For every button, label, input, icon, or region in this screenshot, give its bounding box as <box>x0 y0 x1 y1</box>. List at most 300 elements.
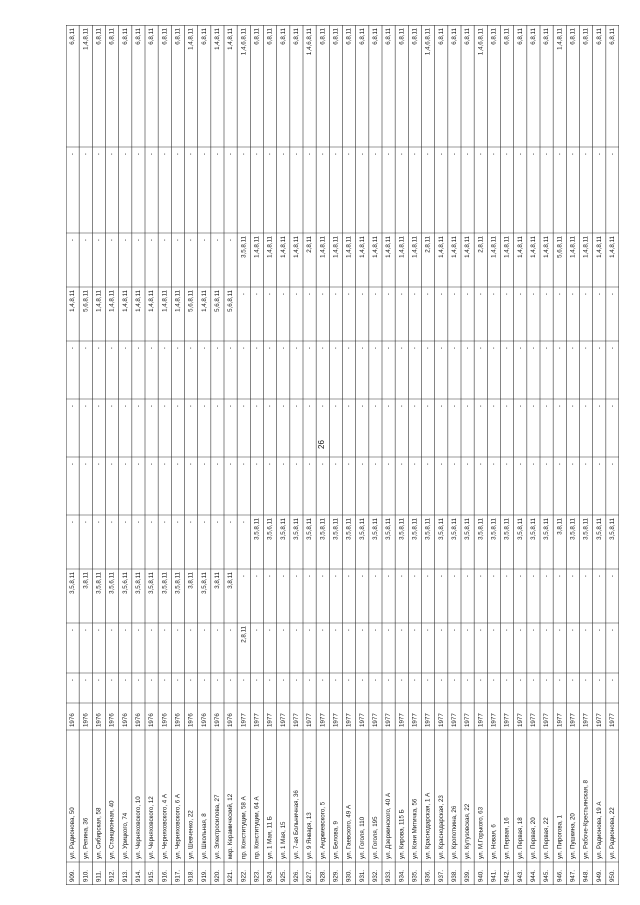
cell-dash: - <box>227 153 235 156</box>
street-address: ул. Анджиевского, 5 <box>319 801 327 859</box>
cell-dash: - <box>503 679 511 682</box>
cell-value: 6,8,11 <box>95 28 103 45</box>
cell-value: 3,5,8,11 <box>148 572 156 594</box>
cell-value: 3,5,8,11 <box>358 518 366 540</box>
cell-dash: - <box>319 293 327 296</box>
cell-value: 6,8,11 <box>121 28 129 45</box>
cell-dash: - <box>385 405 393 408</box>
cell-dash: - <box>214 463 222 466</box>
construction-year: 1976 <box>200 713 208 727</box>
cell-value: 3,5,8,11 <box>530 518 538 540</box>
register-table <box>66 25 619 885</box>
cell-dash: - <box>135 239 143 242</box>
row-number: 929. <box>332 869 340 882</box>
cell-dash: - <box>490 679 498 682</box>
construction-year: 1977 <box>609 713 617 727</box>
construction-year: 1976 <box>187 713 195 727</box>
cell-value: 2,8,11 <box>424 236 432 253</box>
street-address: ул. М.Горького, 63 <box>477 806 485 859</box>
cell-dash: - <box>451 153 459 156</box>
cell-dash: - <box>161 629 169 632</box>
street-address: ул. Радионова, 50 <box>69 807 77 859</box>
cell-dash: - <box>266 463 274 466</box>
cell-dash: - <box>319 575 327 578</box>
cell-dash: - <box>490 153 498 156</box>
cell-dash: - <box>200 521 208 524</box>
row-number: 921. <box>227 869 235 882</box>
cell-dash: - <box>319 629 327 632</box>
cell-dash: - <box>451 405 459 408</box>
cell-value: 3,5,8,11 <box>516 518 524 540</box>
cell-value: 1,4,8,11 <box>148 290 156 312</box>
cell-value: 3,5,8,11 <box>490 518 498 540</box>
cell-value: 6,8,11 <box>293 28 301 45</box>
row-number: 914. <box>135 869 143 882</box>
cell-dash: - <box>121 153 129 156</box>
cell-dash: - <box>121 463 129 466</box>
cell-dash: - <box>358 347 366 350</box>
cell-dash: - <box>595 405 603 408</box>
cell-dash: - <box>95 679 103 682</box>
row-number: 935. <box>411 869 419 882</box>
cell-dash: - <box>240 405 248 408</box>
cell-value: 1,4,8,11 <box>161 290 169 312</box>
cell-dash: - <box>530 153 538 156</box>
cell-dash: - <box>200 463 208 466</box>
row-number: 919. <box>200 869 208 882</box>
cell-dash: - <box>516 679 524 682</box>
cell-dash: - <box>398 629 406 632</box>
cell-value: 3,5,6,11 <box>121 572 129 594</box>
cell-value: 6,8,11 <box>69 28 77 45</box>
cell-value: 1,4,8,11 <box>569 235 577 258</box>
cell-dash: - <box>95 463 103 466</box>
row-number: 950. <box>609 869 617 882</box>
cell-value: 6,8,11 <box>437 28 445 45</box>
row-number: 910. <box>82 869 90 882</box>
cell-dash: - <box>293 463 301 466</box>
cell-dash: - <box>306 679 314 682</box>
cell-dash: - <box>306 575 314 578</box>
cell-dash: - <box>174 463 182 466</box>
cell-dash: - <box>556 293 564 296</box>
construction-year: 1977 <box>424 713 432 727</box>
cell-dash: - <box>227 239 235 242</box>
street-address: ул. Пирогова, 1 <box>556 815 564 859</box>
cell-dash: - <box>279 463 287 466</box>
cell-dash: - <box>398 679 406 682</box>
cell-dash: - <box>516 463 524 466</box>
cell-value: 6,8,11 <box>253 28 261 45</box>
cell-value: 5,6,8,11 <box>227 290 235 312</box>
cell-dash: - <box>121 239 129 242</box>
construction-year: 1977 <box>464 713 472 727</box>
cell-dash: - <box>266 575 274 578</box>
cell-dash: - <box>385 293 393 296</box>
street-address: ул. Первая, 20 <box>530 817 538 859</box>
cell-dash: - <box>345 405 353 408</box>
cell-dash: - <box>253 347 261 350</box>
cell-value: 3,5,8,11 <box>253 518 261 540</box>
cell-dash: - <box>437 679 445 682</box>
street-address: ул. Сибирская, 58 <box>95 807 103 859</box>
cell-dash: - <box>437 405 445 408</box>
cell-dash: - <box>424 679 432 682</box>
street-address: ул. Шевченко, 22 <box>187 810 195 859</box>
cell-dash: - <box>477 153 485 156</box>
cell-dash: - <box>200 347 208 350</box>
cell-dash: - <box>398 347 406 350</box>
cell-value: 3,5,8,11 <box>464 518 472 540</box>
cell-dash: - <box>69 153 77 156</box>
cell-dash: - <box>306 293 314 296</box>
cell-value: 6,8,11 <box>108 28 116 45</box>
cell-dash: - <box>543 463 551 466</box>
cell-value: 6,8,11 <box>319 28 327 45</box>
cell-dash: - <box>530 629 538 632</box>
cell-value: 1,4,8,11 <box>187 28 195 50</box>
cell-value: 3,8,11 <box>556 518 564 535</box>
construction-year: 1977 <box>240 713 248 727</box>
cell-dash: - <box>490 575 498 578</box>
cell-dash: - <box>227 463 235 466</box>
construction-year: 1977 <box>293 713 301 727</box>
cell-dash: - <box>240 521 248 524</box>
cell-dash: - <box>174 679 182 682</box>
cell-dash: - <box>240 347 248 350</box>
cell-dash: - <box>332 629 340 632</box>
cell-dash: - <box>148 463 156 466</box>
cell-dash: - <box>451 629 459 632</box>
row-number: 931. <box>358 869 366 882</box>
cell-dash: - <box>609 347 617 350</box>
cell-dash: - <box>372 679 380 682</box>
cell-dash: - <box>582 405 590 408</box>
cell-dash: - <box>451 575 459 578</box>
cell-dash: - <box>332 463 340 466</box>
cell-value: 3,5,8,11 <box>319 518 327 540</box>
row-number: 941. <box>490 869 498 882</box>
cell-dash: - <box>332 293 340 296</box>
cell-dash: - <box>82 679 90 682</box>
cell-value: 3,5,8,11 <box>332 518 340 540</box>
cell-dash: - <box>345 463 353 466</box>
cell-dash: - <box>214 679 222 682</box>
street-address: ул. Урицкого, 74 <box>121 812 129 859</box>
cell-dash: - <box>464 293 472 296</box>
cell-dash: - <box>161 679 169 682</box>
cell-dash: - <box>372 575 380 578</box>
cell-value: 1,4,8,11 <box>82 28 90 50</box>
cell-dash: - <box>95 239 103 242</box>
cell-value: 1,4,8,11 <box>332 236 340 258</box>
street-address: ул. Станционная, 40 <box>108 800 116 859</box>
cell-dash: - <box>227 679 235 682</box>
row-number: 930. <box>345 869 353 882</box>
cell-dash: - <box>569 463 577 466</box>
construction-year: 1976 <box>148 713 156 727</box>
cell-dash: - <box>306 153 314 156</box>
row-number: 946. <box>556 869 564 882</box>
cell-dash: - <box>503 575 511 578</box>
cell-value: 5,6,8,11 <box>556 236 564 258</box>
street-address: ул. Электросилова, 27 <box>214 794 222 859</box>
cell-dash: - <box>530 679 538 682</box>
cell-dash: - <box>556 153 564 156</box>
cell-value: 3,5,8,11 <box>609 518 617 540</box>
street-address: ул. Черняховского, 4 А <box>161 793 169 859</box>
cell-dash: - <box>437 463 445 466</box>
cell-dash: - <box>266 153 274 156</box>
cell-dash: - <box>108 405 116 408</box>
cell-dash: - <box>543 153 551 156</box>
cell-dash: - <box>319 153 327 156</box>
cell-dash: - <box>424 347 432 350</box>
cell-dash: - <box>69 463 77 466</box>
street-address: ул. Кутузовская, 22 <box>464 803 472 859</box>
cell-dash: - <box>174 629 182 632</box>
cell-dash: - <box>69 521 77 524</box>
cell-dash: - <box>582 153 590 156</box>
cell-dash: - <box>398 575 406 578</box>
cell-dash: - <box>293 347 301 350</box>
cell-dash: - <box>279 629 287 632</box>
cell-dash: - <box>69 679 77 682</box>
cell-dash: - <box>135 153 143 156</box>
street-address: ул. Кропоткина, 26 <box>451 805 459 859</box>
cell-dash: - <box>200 629 208 632</box>
cell-dash: - <box>148 629 156 632</box>
cell-dash: - <box>451 679 459 682</box>
street-address: ул. Краснодарская, 23 <box>437 795 445 859</box>
cell-dash: - <box>424 293 432 296</box>
cell-dash: - <box>69 239 77 242</box>
cell-value: 6,8,11 <box>582 28 590 45</box>
cell-dash: - <box>108 463 116 466</box>
cell-dash: - <box>240 293 248 296</box>
cell-value: 2,8,11 <box>240 626 248 643</box>
cell-value: 1,4,8,11 <box>319 236 327 258</box>
cell-dash: - <box>95 153 103 156</box>
row-number: 940. <box>477 869 485 882</box>
street-address: ул. 1 Мая, 15 <box>279 821 287 859</box>
cell-dash: - <box>609 293 617 296</box>
cell-dash: - <box>556 679 564 682</box>
street-address: ул. Черняховского, 6 А <box>174 793 182 859</box>
cell-value: 3,5,8,11 <box>372 518 380 540</box>
cell-value: 6,8,11 <box>385 28 393 45</box>
cell-dash: - <box>358 293 366 296</box>
cell-dash: - <box>556 629 564 632</box>
street-address: ул. Кирова, 115 Б <box>398 809 406 859</box>
construction-year: 1977 <box>569 713 577 727</box>
cell-dash: - <box>187 347 195 350</box>
cell-dash: - <box>108 347 116 350</box>
cell-value: 3,5,8,11 <box>306 518 314 540</box>
cell-dash: - <box>464 679 472 682</box>
construction-year: 1977 <box>253 713 261 727</box>
cell-value: 1,4,8,11 <box>464 236 472 258</box>
cell-value: 5,6,8,11 <box>214 290 222 312</box>
cell-value: 5,6,8,11 <box>187 290 195 312</box>
construction-year: 1977 <box>437 713 445 727</box>
cell-dash: - <box>135 347 143 350</box>
cell-dash: - <box>135 463 143 466</box>
cell-dash: - <box>293 293 301 296</box>
cell-dash: - <box>582 575 590 578</box>
cell-value: 6,8,11 <box>279 28 287 45</box>
construction-year: 1977 <box>319 713 327 727</box>
cell-value: 3,5,6,11 <box>108 572 116 594</box>
cell-value: 3,5,8,11 <box>135 572 143 594</box>
cell-value: 3,8,11 <box>214 572 222 589</box>
cell-value: 3,5,8,11 <box>200 572 208 594</box>
cell-value: 1,4,8,11 <box>503 236 511 258</box>
cell-dash: - <box>214 347 222 350</box>
row-number: 934. <box>398 869 406 882</box>
cell-dash: - <box>214 629 222 632</box>
cell-dash: - <box>187 521 195 524</box>
cell-value: 1,4,8,11 <box>595 236 603 258</box>
cell-dash: - <box>385 153 393 156</box>
cell-dash: - <box>411 405 419 408</box>
cell-dash: - <box>148 347 156 350</box>
cell-value: 1,4,8,11 <box>437 236 445 258</box>
cell-dash: - <box>372 153 380 156</box>
cell-dash: - <box>516 629 524 632</box>
cell-dash: - <box>437 629 445 632</box>
cell-dash: - <box>161 521 169 524</box>
cell-dash: - <box>503 153 511 156</box>
cell-dash: - <box>174 405 182 408</box>
cell-value: 1,4,8,11 <box>490 236 498 258</box>
cell-value: 1,4,8,11 <box>516 236 524 258</box>
cell-value: 6,8,11 <box>372 28 380 45</box>
cell-dash: - <box>227 629 235 632</box>
construction-year: 1977 <box>477 713 485 727</box>
cell-dash: - <box>490 293 498 296</box>
cell-dash: - <box>609 153 617 156</box>
cell-dash: - <box>345 575 353 578</box>
cell-value: 2,8,11 <box>477 236 485 253</box>
cell-dash: - <box>398 153 406 156</box>
cell-value: 3,8,11 <box>227 572 235 589</box>
cell-value: 6,8,11 <box>411 28 419 45</box>
cell-dash: - <box>187 405 195 408</box>
cell-dash: - <box>82 153 90 156</box>
cell-dash: - <box>293 153 301 156</box>
row-number: 939. <box>464 869 472 882</box>
cell-dash: - <box>595 575 603 578</box>
cell-dash: - <box>372 347 380 350</box>
cell-dash: - <box>477 463 485 466</box>
construction-year: 1977 <box>372 713 380 727</box>
cell-value: 1,4,6,8,11 <box>306 27 314 56</box>
cell-value: 1,4,8,11 <box>69 290 77 312</box>
cell-value: 1,4,8,11 <box>345 236 353 258</box>
cell-value: 1,4,8,11 <box>121 290 129 312</box>
construction-year: 1976 <box>95 713 103 727</box>
row-number: 925. <box>279 869 287 882</box>
cell-dash: - <box>69 347 77 350</box>
cell-value: 6,8,11 <box>609 28 617 45</box>
street-address: ул. Черняховского, 12 <box>148 796 156 859</box>
cell-dash: - <box>490 405 498 408</box>
cell-dash: - <box>530 575 538 578</box>
cell-dash: - <box>187 629 195 632</box>
cell-value: 6,8,11 <box>358 28 366 45</box>
cell-dash: - <box>490 347 498 350</box>
cell-dash: - <box>253 405 261 408</box>
cell-dash: - <box>530 405 538 408</box>
cell-dash: - <box>161 239 169 242</box>
cell-dash: - <box>358 153 366 156</box>
row-number: 936. <box>424 869 432 882</box>
cell-dash: - <box>82 405 90 408</box>
construction-year: 1977 <box>595 713 603 727</box>
cell-dash: - <box>477 405 485 408</box>
cell-dash: - <box>319 405 327 408</box>
cell-dash: - <box>503 463 511 466</box>
cell-dash: - <box>385 629 393 632</box>
cell-value: 1,4,8,11 <box>530 236 538 258</box>
cell-dash: - <box>135 679 143 682</box>
row-number: 928. <box>319 869 327 882</box>
cell-dash: - <box>174 521 182 524</box>
cell-value: 3,5,8,11 <box>424 518 432 540</box>
cell-value: 3,5,8,11 <box>174 572 182 594</box>
cell-dash: - <box>516 293 524 296</box>
cell-dash: - <box>108 153 116 156</box>
cell-value: 3,5,8,11 <box>398 518 406 540</box>
cell-dash: - <box>279 347 287 350</box>
construction-year: 1977 <box>451 713 459 727</box>
cell-value: 6,8,11 <box>345 28 353 45</box>
cell-dash: - <box>582 347 590 350</box>
street-address: ул. Гоголя, 195 <box>372 816 380 859</box>
cell-dash: - <box>332 679 340 682</box>
cell-value: 1,4,8,11 <box>279 236 287 258</box>
cell-dash: - <box>398 463 406 466</box>
cell-value: 1,4,8,11 <box>556 28 564 50</box>
cell-dash: - <box>214 153 222 156</box>
cell-dash: - <box>556 347 564 350</box>
cell-dash: - <box>319 347 327 350</box>
cell-dash: - <box>609 679 617 682</box>
cell-dash: - <box>569 347 577 350</box>
row-number: 913. <box>121 869 129 882</box>
street-address: ул. 9 Января, 13 <box>306 812 314 859</box>
cell-dash: - <box>398 293 406 296</box>
cell-dash: - <box>266 629 274 632</box>
cell-value: 1,4,8,11 <box>108 290 116 312</box>
cell-value: 1,4,8,11 <box>200 290 208 312</box>
cell-dash: - <box>266 347 274 350</box>
cell-dash: - <box>253 463 261 466</box>
cell-dash: - <box>609 463 617 466</box>
cell-value: 1,4,8,11 <box>385 236 393 258</box>
cell-value: 2,8,11 <box>306 235 314 253</box>
cell-dash: - <box>95 405 103 408</box>
cell-dash: - <box>187 153 195 156</box>
cell-dash: - <box>411 153 419 156</box>
street-address: ул. Школьная, 8 <box>200 813 208 859</box>
cell-value: 1,4,8,11 <box>174 290 182 312</box>
cell-value: 6,8,11 <box>398 28 406 45</box>
cell-value: 3,5,6,11 <box>266 518 274 540</box>
cell-dash: - <box>385 463 393 466</box>
cell-dash: - <box>477 347 485 350</box>
